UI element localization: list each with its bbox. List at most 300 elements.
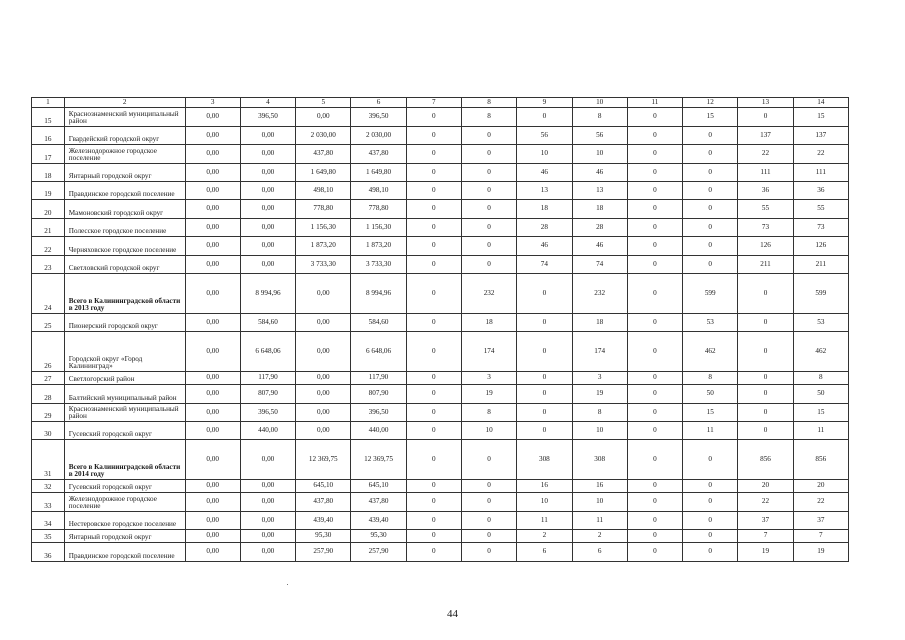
value-cell: 0 xyxy=(461,512,516,530)
value-cell: 46 xyxy=(517,164,572,182)
municipality-name: Черняховское городское поселение xyxy=(64,237,185,256)
value-cell: 0,00 xyxy=(240,200,295,219)
header-row xyxy=(32,98,849,108)
value-cell: 37 xyxy=(738,512,793,530)
value-cell: 308 xyxy=(517,440,572,480)
value-cell: 137 xyxy=(793,127,848,145)
value-cell: 74 xyxy=(572,256,627,274)
row-number: 27 xyxy=(32,372,65,385)
value-cell: 50 xyxy=(683,385,738,404)
municipality-name: Полесское городское поселение xyxy=(64,219,185,237)
value-cell: 0,00 xyxy=(185,127,240,145)
value-cell: 439,40 xyxy=(351,512,406,530)
value-cell: 437,80 xyxy=(296,493,351,512)
value-cell: 15 xyxy=(793,108,848,127)
value-cell: 0 xyxy=(517,372,572,385)
value-cell: 3 733,30 xyxy=(351,256,406,274)
value-cell: 0,00 xyxy=(185,145,240,164)
value-cell: 0 xyxy=(406,127,461,145)
value-cell: 0,00 xyxy=(185,512,240,530)
table-row xyxy=(32,543,849,562)
value-cell: 8 xyxy=(793,372,848,385)
row-number: 19 xyxy=(32,182,65,200)
value-cell: 7 xyxy=(793,530,848,543)
value-cell: 0 xyxy=(406,219,461,237)
municipality-name: Железнодорожное городское поселение xyxy=(64,145,185,164)
municipality-name: Мамоновский городской округ xyxy=(64,200,185,219)
value-cell: 0 xyxy=(461,200,516,219)
value-cell: 8 xyxy=(461,108,516,127)
value-cell: 439,40 xyxy=(296,512,351,530)
row-number: 24 xyxy=(32,274,65,314)
value-cell: 0 xyxy=(406,440,461,480)
value-cell: 462 xyxy=(683,332,738,372)
value-cell: 0,00 xyxy=(185,314,240,332)
municipality-name: Всего в Калининградской области в 2014 году xyxy=(64,440,185,480)
municipality-name: Янтарный городской округ xyxy=(64,164,185,182)
value-cell: 10 xyxy=(517,145,572,164)
value-cell: 0,00 xyxy=(185,493,240,512)
value-cell: 16 xyxy=(572,480,627,493)
value-cell: 50 xyxy=(793,385,848,404)
value-cell: 308 xyxy=(572,440,627,480)
value-cell: 396,50 xyxy=(351,404,406,422)
value-cell: 18 xyxy=(461,314,516,332)
row-number: 26 xyxy=(32,332,65,372)
value-cell: 0 xyxy=(683,200,738,219)
value-cell: 0 xyxy=(738,274,793,314)
row-number: 23 xyxy=(32,256,65,274)
value-cell: 1 649,80 xyxy=(351,164,406,182)
column-header: 6 xyxy=(351,98,406,108)
value-cell: 0 xyxy=(517,385,572,404)
value-cell: 0,00 xyxy=(296,332,351,372)
value-cell: 396,50 xyxy=(351,108,406,127)
value-cell: 2 030,00 xyxy=(296,127,351,145)
column-header: 10 xyxy=(572,98,627,108)
table-row xyxy=(32,145,849,164)
value-cell: 16 xyxy=(517,480,572,493)
value-cell: 11 xyxy=(793,422,848,440)
value-cell: 856 xyxy=(793,440,848,480)
value-cell: 0,00 xyxy=(240,127,295,145)
value-cell: 0 xyxy=(738,404,793,422)
value-cell: 0,00 xyxy=(185,385,240,404)
value-cell: 0,00 xyxy=(185,219,240,237)
value-cell: 0,00 xyxy=(185,256,240,274)
row-number: 36 xyxy=(32,543,65,562)
value-cell: 0 xyxy=(406,332,461,372)
value-cell: 0 xyxy=(627,530,682,543)
row-number: 20 xyxy=(32,200,65,219)
value-cell: 0,00 xyxy=(296,372,351,385)
value-cell: 0 xyxy=(406,200,461,219)
value-cell: 0,00 xyxy=(240,164,295,182)
value-cell: 12 369,75 xyxy=(351,440,406,480)
column-header: 3 xyxy=(185,98,240,108)
municipality-name: Гвардейский городской округ xyxy=(64,127,185,145)
value-cell: 55 xyxy=(738,200,793,219)
value-cell: 0 xyxy=(627,372,682,385)
value-cell: 0,00 xyxy=(185,404,240,422)
value-cell: 1 649,80 xyxy=(296,164,351,182)
value-cell: 0 xyxy=(461,237,516,256)
table-row xyxy=(32,372,849,385)
value-cell: 0,00 xyxy=(296,274,351,314)
value-cell: 257,90 xyxy=(296,543,351,562)
value-cell: 0 xyxy=(627,493,682,512)
value-cell: 126 xyxy=(793,237,848,256)
value-cell: 3 xyxy=(461,372,516,385)
value-cell: 0 xyxy=(461,145,516,164)
column-header: 5 xyxy=(296,98,351,108)
value-cell: 0 xyxy=(683,530,738,543)
value-cell: 498,10 xyxy=(296,182,351,200)
table-row xyxy=(32,332,849,372)
value-cell: 19 xyxy=(738,543,793,562)
value-cell: 437,80 xyxy=(351,493,406,512)
value-cell: 0,00 xyxy=(296,108,351,127)
row-number: 21 xyxy=(32,219,65,237)
table-row xyxy=(32,440,849,480)
value-cell: 440,00 xyxy=(240,422,295,440)
value-cell: 7 xyxy=(738,530,793,543)
value-cell: 0 xyxy=(406,404,461,422)
value-cell: 37 xyxy=(793,512,848,530)
value-cell: 0,00 xyxy=(296,314,351,332)
value-cell: 2 030,00 xyxy=(351,127,406,145)
table-row xyxy=(32,404,849,422)
value-cell: 19 xyxy=(793,543,848,562)
value-cell: 28 xyxy=(517,219,572,237)
page-number: 44 xyxy=(447,608,458,620)
value-cell: 174 xyxy=(572,332,627,372)
value-cell: 55 xyxy=(793,200,848,219)
value-cell: 0 xyxy=(517,108,572,127)
table-row xyxy=(32,512,849,530)
row-number: 16 xyxy=(32,127,65,145)
value-cell: 36 xyxy=(793,182,848,200)
value-cell: 0 xyxy=(627,182,682,200)
table-row xyxy=(32,182,849,200)
value-cell: 437,80 xyxy=(296,145,351,164)
value-cell: 0,00 xyxy=(240,145,295,164)
column-header: 9 xyxy=(517,98,572,108)
table-row xyxy=(32,219,849,237)
row-number: 31 xyxy=(32,440,65,480)
value-cell: 0,00 xyxy=(240,256,295,274)
value-cell: 46 xyxy=(572,237,627,256)
table-body xyxy=(32,98,849,562)
value-cell: 0 xyxy=(461,543,516,562)
value-cell: 0 xyxy=(461,127,516,145)
value-cell: 0 xyxy=(406,314,461,332)
value-cell: 0 xyxy=(406,237,461,256)
value-cell: 20 xyxy=(738,480,793,493)
value-cell: 0 xyxy=(461,480,516,493)
value-cell: 111 xyxy=(738,164,793,182)
value-cell: 0 xyxy=(738,314,793,332)
value-cell: 0 xyxy=(461,530,516,543)
value-cell: 8 xyxy=(572,404,627,422)
data-table xyxy=(31,97,849,562)
value-cell: 0 xyxy=(517,314,572,332)
table-row xyxy=(32,108,849,127)
value-cell: 0,00 xyxy=(240,237,295,256)
column-header: 1 xyxy=(32,98,65,108)
value-cell: 0 xyxy=(683,182,738,200)
value-cell: 6 648,06 xyxy=(240,332,295,372)
value-cell: 0,00 xyxy=(296,385,351,404)
value-cell: 0 xyxy=(627,480,682,493)
value-cell: 12 369,75 xyxy=(296,440,351,480)
value-cell: 0 xyxy=(683,127,738,145)
value-cell: 0 xyxy=(406,274,461,314)
value-cell: 2 xyxy=(517,530,572,543)
table-row xyxy=(32,422,849,440)
value-cell: 0,00 xyxy=(185,182,240,200)
value-cell: 0,00 xyxy=(185,237,240,256)
value-cell: 0 xyxy=(406,256,461,274)
value-cell: 645,10 xyxy=(296,480,351,493)
value-cell: 0,00 xyxy=(185,543,240,562)
row-number: 25 xyxy=(32,314,65,332)
table-row xyxy=(32,164,849,182)
value-cell: 0,00 xyxy=(185,274,240,314)
value-cell: 0 xyxy=(738,372,793,385)
value-cell: 18 xyxy=(572,314,627,332)
row-number: 35 xyxy=(32,530,65,543)
value-cell: 95,30 xyxy=(351,530,406,543)
row-number: 17 xyxy=(32,145,65,164)
municipality-name: Светлогорский район xyxy=(64,372,185,385)
municipality-name: Правдинское городской поселение xyxy=(64,182,185,200)
scan-speck xyxy=(287,584,288,585)
value-cell: 0 xyxy=(683,164,738,182)
value-cell: 13 xyxy=(517,182,572,200)
value-cell: 0 xyxy=(517,274,572,314)
value-cell: 126 xyxy=(738,237,793,256)
value-cell: 0,00 xyxy=(185,530,240,543)
value-cell: 0 xyxy=(683,145,738,164)
row-number: 22 xyxy=(32,237,65,256)
value-cell: 462 xyxy=(793,332,848,372)
value-cell: 0 xyxy=(627,440,682,480)
value-cell: 0,00 xyxy=(240,219,295,237)
value-cell: 137 xyxy=(738,127,793,145)
row-number: 28 xyxy=(32,385,65,404)
municipality-name: Правдинское городской поселение xyxy=(64,543,185,562)
column-header: 8 xyxy=(461,98,516,108)
value-cell: 0 xyxy=(627,404,682,422)
value-cell: 56 xyxy=(517,127,572,145)
value-cell: 36 xyxy=(738,182,793,200)
value-cell: 0,00 xyxy=(296,422,351,440)
value-cell: 0 xyxy=(627,108,682,127)
municipality-name: Янтарный городской округ xyxy=(64,530,185,543)
value-cell: 0 xyxy=(683,219,738,237)
value-cell: 15 xyxy=(683,108,738,127)
value-cell: 257,90 xyxy=(351,543,406,562)
value-cell: 1 156,30 xyxy=(351,219,406,237)
value-cell: 0 xyxy=(683,480,738,493)
value-cell: 8 xyxy=(461,404,516,422)
municipality-name: Всего в Калининградской области в 2013 году xyxy=(64,274,185,314)
value-cell: 53 xyxy=(683,314,738,332)
value-cell: 46 xyxy=(517,237,572,256)
value-cell: 211 xyxy=(738,256,793,274)
row-number: 15 xyxy=(32,108,65,127)
municipality-name: Балтийский муниципальный район xyxy=(64,385,185,404)
value-cell: 0,00 xyxy=(240,440,295,480)
value-cell: 0 xyxy=(683,237,738,256)
value-cell: 10 xyxy=(572,422,627,440)
column-header: 14 xyxy=(793,98,848,108)
value-cell: 0 xyxy=(461,440,516,480)
value-cell: 0 xyxy=(517,404,572,422)
value-cell: 0,00 xyxy=(240,480,295,493)
value-cell: 0 xyxy=(627,164,682,182)
value-cell: 0 xyxy=(406,480,461,493)
value-cell: 778,80 xyxy=(296,200,351,219)
value-cell: 73 xyxy=(793,219,848,237)
value-cell: 117,90 xyxy=(351,372,406,385)
value-cell: 0 xyxy=(406,385,461,404)
value-cell: 2 xyxy=(572,530,627,543)
column-header: 2 xyxy=(64,98,185,108)
table-row xyxy=(32,493,849,512)
value-cell: 232 xyxy=(572,274,627,314)
column-header: 11 xyxy=(627,98,682,108)
value-cell: 211 xyxy=(793,256,848,274)
value-cell: 8 994,96 xyxy=(240,274,295,314)
value-cell: 0 xyxy=(461,493,516,512)
table-row xyxy=(32,200,849,219)
value-cell: 0,00 xyxy=(240,182,295,200)
value-cell: 0 xyxy=(627,274,682,314)
value-cell: 0,00 xyxy=(240,530,295,543)
value-cell: 0 xyxy=(738,385,793,404)
value-cell: 807,90 xyxy=(240,385,295,404)
value-cell: 599 xyxy=(683,274,738,314)
value-cell: 1 156,30 xyxy=(296,219,351,237)
value-cell: 6 xyxy=(572,543,627,562)
value-cell: 0,00 xyxy=(185,164,240,182)
value-cell: 0 xyxy=(627,385,682,404)
municipality-name: Городской округ «Город Калининград» xyxy=(64,332,185,372)
value-cell: 0 xyxy=(406,493,461,512)
value-cell: 0,00 xyxy=(296,404,351,422)
value-cell: 6 xyxy=(517,543,572,562)
value-cell: 0 xyxy=(627,200,682,219)
value-cell: 0 xyxy=(406,422,461,440)
table-row xyxy=(32,314,849,332)
municipality-name: Нестеровское городское поселение xyxy=(64,512,185,530)
value-cell: 3 733,30 xyxy=(296,256,351,274)
table-row xyxy=(32,256,849,274)
value-cell: 0 xyxy=(627,512,682,530)
value-cell: 18 xyxy=(517,200,572,219)
value-cell: 0 xyxy=(738,422,793,440)
value-cell: 0,00 xyxy=(185,200,240,219)
value-cell: 0,00 xyxy=(185,332,240,372)
value-cell: 0 xyxy=(406,512,461,530)
value-cell: 111 xyxy=(793,164,848,182)
value-cell: 0 xyxy=(406,108,461,127)
value-cell: 0,00 xyxy=(240,543,295,562)
value-cell: 0 xyxy=(627,422,682,440)
value-cell: 498,10 xyxy=(351,182,406,200)
value-cell: 53 xyxy=(793,314,848,332)
value-cell: 0 xyxy=(738,332,793,372)
value-cell: 10 xyxy=(517,493,572,512)
table-row xyxy=(32,385,849,404)
value-cell: 3 xyxy=(572,372,627,385)
table-row xyxy=(32,480,849,493)
value-cell: 11 xyxy=(572,512,627,530)
municipality-name: Железнодорожное городское поселение xyxy=(64,493,185,512)
value-cell: 0 xyxy=(627,127,682,145)
value-cell: 56 xyxy=(572,127,627,145)
value-cell: 174 xyxy=(461,332,516,372)
table-row xyxy=(32,127,849,145)
value-cell: 0,00 xyxy=(185,108,240,127)
value-cell: 73 xyxy=(738,219,793,237)
value-cell: 15 xyxy=(683,404,738,422)
row-number: 30 xyxy=(32,422,65,440)
value-cell: 20 xyxy=(793,480,848,493)
column-header: 13 xyxy=(738,98,793,108)
municipality-name: Светловский городской округ xyxy=(64,256,185,274)
value-cell: 15 xyxy=(793,404,848,422)
table-row xyxy=(32,274,849,314)
value-cell: 13 xyxy=(572,182,627,200)
value-cell: 0 xyxy=(461,164,516,182)
value-cell: 0 xyxy=(461,182,516,200)
value-cell: 8 xyxy=(572,108,627,127)
value-cell: 0 xyxy=(406,182,461,200)
value-cell: 0 xyxy=(406,145,461,164)
value-cell: 11 xyxy=(517,512,572,530)
municipality-name: Гусевский городской округ xyxy=(64,480,185,493)
value-cell: 807,90 xyxy=(351,385,406,404)
value-cell: 22 xyxy=(738,493,793,512)
value-cell: 0 xyxy=(406,543,461,562)
value-cell: 599 xyxy=(793,274,848,314)
row-number: 18 xyxy=(32,164,65,182)
value-cell: 8 xyxy=(683,372,738,385)
value-cell: 18 xyxy=(572,200,627,219)
row-number: 32 xyxy=(32,480,65,493)
value-cell: 0 xyxy=(627,543,682,562)
municipality-name: Краснознаменский муниципальный район xyxy=(64,404,185,422)
value-cell: 437,80 xyxy=(351,145,406,164)
table-row xyxy=(32,530,849,543)
column-header: 4 xyxy=(240,98,295,108)
value-cell: 22 xyxy=(738,145,793,164)
value-cell: 0,00 xyxy=(185,422,240,440)
value-cell: 0 xyxy=(683,512,738,530)
value-cell: 0 xyxy=(406,164,461,182)
value-cell: 0 xyxy=(627,314,682,332)
value-cell: 6 648,06 xyxy=(351,332,406,372)
value-cell: 0 xyxy=(627,256,682,274)
value-cell: 8 994,96 xyxy=(351,274,406,314)
value-cell: 396,50 xyxy=(240,108,295,127)
value-cell: 74 xyxy=(517,256,572,274)
value-cell: 0 xyxy=(517,422,572,440)
value-cell: 0 xyxy=(406,530,461,543)
